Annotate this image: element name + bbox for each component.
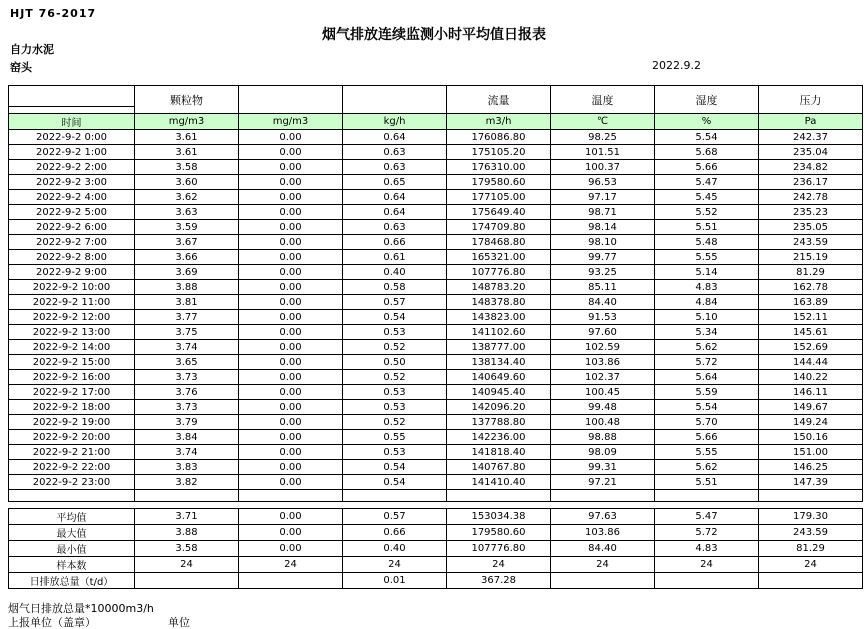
value-cell: 0.66	[343, 235, 447, 250]
value-cell: 93.25	[551, 265, 655, 280]
value-cell: 3.73	[135, 370, 239, 385]
value-cell: 84.40	[551, 295, 655, 310]
value-cell: 0.57	[343, 509, 447, 525]
table-row	[9, 430, 863, 445]
value-cell: 84.40	[551, 541, 655, 557]
value-cell: 5.54	[655, 400, 759, 415]
value-cell	[655, 573, 759, 589]
table-row	[9, 145, 863, 160]
value-cell: 99.48	[551, 400, 655, 415]
value-cell: 146.25	[759, 460, 863, 475]
value-cell: 24	[759, 557, 863, 573]
table-row	[9, 509, 863, 525]
report-unit-label: 上报单位（盖章）	[8, 616, 96, 629]
table-row	[9, 280, 863, 295]
value-cell: 5.14	[655, 265, 759, 280]
value-cell: 3.84	[135, 430, 239, 445]
value-cell: 0.00	[239, 475, 343, 490]
value-cell: 0.00	[239, 541, 343, 557]
value-cell: 0.52	[343, 370, 447, 385]
time-cell: 2022-9-2 0:00	[9, 130, 135, 145]
value-cell: 5.55	[655, 445, 759, 460]
value-cell: 3.67	[135, 235, 239, 250]
value-cell: 151.00	[759, 445, 863, 460]
value-cell: 24	[135, 557, 239, 573]
value-cell: 0.63	[343, 220, 447, 235]
value-cell: 148378.80	[447, 295, 551, 310]
table-row	[9, 445, 863, 460]
station-name: 窑头	[10, 61, 32, 74]
value-cell: 97.17	[551, 190, 655, 205]
group-header-particulate: 颗粒物	[135, 86, 239, 114]
time-cell: 2022-9-2 4:00	[9, 190, 135, 205]
value-cell: 102.37	[551, 370, 655, 385]
value-cell: 0.52	[343, 340, 447, 355]
value-cell	[239, 573, 343, 589]
value-cell: 177105.00	[447, 190, 551, 205]
value-cell: 0.53	[343, 325, 447, 340]
value-cell: 0.00	[239, 355, 343, 370]
value-cell: 0.53	[343, 385, 447, 400]
table-row	[9, 295, 863, 310]
time-cell: 2022-9-2 1:00	[9, 145, 135, 160]
header-time-split-cell	[9, 86, 135, 114]
value-cell: 138777.00	[447, 340, 551, 355]
value-cell: 0.64	[343, 190, 447, 205]
value-cell: 176086.80	[447, 130, 551, 145]
time-cell: 2022-9-2 10:00	[9, 280, 135, 295]
value-cell: 236.17	[759, 175, 863, 190]
value-cell: 5.62	[655, 340, 759, 355]
value-cell: 3.82	[135, 475, 239, 490]
footer-note: 烟气日排放总量*10000m3/h	[8, 602, 154, 615]
value-cell: 165321.00	[447, 250, 551, 265]
value-cell: 0.54	[343, 310, 447, 325]
table-row	[9, 573, 863, 589]
value-cell: 96.53	[551, 175, 655, 190]
time-cell: 2022-9-2 15:00	[9, 355, 135, 370]
time-cell: 2022-9-2 22:00	[9, 460, 135, 475]
value-cell: 3.58	[135, 541, 239, 557]
value-cell: 99.31	[551, 460, 655, 475]
value-cell: 5.72	[655, 525, 759, 541]
value-cell: 3.76	[135, 385, 239, 400]
value-cell: 5.64	[655, 370, 759, 385]
value-cell: 24	[655, 557, 759, 573]
value-cell: 5.59	[655, 385, 759, 400]
value-cell: 5.34	[655, 325, 759, 340]
table-row	[9, 205, 863, 220]
table-row	[9, 310, 863, 325]
time-cell: 2022-9-2 16:00	[9, 370, 135, 385]
value-cell: 102.59	[551, 340, 655, 355]
summary-label-cell: 平均值	[9, 509, 135, 525]
unit-header-mgm3-a: mg/m3	[135, 114, 239, 130]
company-name: 自力水泥	[10, 43, 54, 56]
value-cell: 0.00	[239, 525, 343, 541]
value-cell: 3.74	[135, 340, 239, 355]
value-cell: 0.00	[239, 295, 343, 310]
time-cell: 2022-9-2 19:00	[9, 415, 135, 430]
table-row	[9, 250, 863, 265]
value-cell: 4.83	[655, 541, 759, 557]
value-cell: 3.71	[135, 509, 239, 525]
value-cell: 179.30	[759, 509, 863, 525]
value-cell: 0.00	[239, 310, 343, 325]
table-row	[9, 340, 863, 355]
value-cell: 5.52	[655, 205, 759, 220]
value-cell: 3.65	[135, 355, 239, 370]
table-row	[9, 325, 863, 340]
value-cell: 5.55	[655, 250, 759, 265]
time-cell: 2022-9-2 20:00	[9, 430, 135, 445]
summary-table	[8, 508, 863, 589]
time-cell: 2022-9-2 3:00	[9, 175, 135, 190]
value-cell: 0.40	[343, 541, 447, 557]
value-cell: 3.66	[135, 250, 239, 265]
group-header-temperature: 温度	[551, 86, 655, 114]
value-cell: 24	[343, 557, 447, 573]
value-cell: 145.61	[759, 325, 863, 340]
value-cell: 0.00	[239, 509, 343, 525]
value-cell: 98.25	[551, 130, 655, 145]
value-cell: 0.64	[343, 205, 447, 220]
time-cell: 2022-9-2 7:00	[9, 235, 135, 250]
value-cell: 243.59	[759, 235, 863, 250]
table-row	[9, 541, 863, 557]
value-cell: 242.78	[759, 190, 863, 205]
value-cell: 91.53	[551, 310, 655, 325]
value-cell: 3.75	[135, 325, 239, 340]
value-cell: 3.77	[135, 310, 239, 325]
value-cell: 0.54	[343, 460, 447, 475]
value-cell: 153034.38	[447, 509, 551, 525]
value-cell: 0.00	[239, 415, 343, 430]
value-cell: 5.66	[655, 160, 759, 175]
value-cell: 100.37	[551, 160, 655, 175]
unit-header-mgm3-b: mg/m3	[239, 114, 343, 130]
value-cell: 0.50	[343, 355, 447, 370]
table-row	[9, 265, 863, 280]
value-cell: 5.47	[655, 175, 759, 190]
value-cell: 5.45	[655, 190, 759, 205]
value-cell: 103.86	[551, 355, 655, 370]
table-row	[9, 190, 863, 205]
table-row	[9, 175, 863, 190]
value-cell: 99.77	[551, 250, 655, 265]
table-row	[9, 220, 863, 235]
time-cell: 2022-9-2 2:00	[9, 160, 135, 175]
value-cell: 242.37	[759, 130, 863, 145]
value-cell: 175649.40	[447, 205, 551, 220]
value-cell: 97.21	[551, 475, 655, 490]
value-cell: 137788.80	[447, 415, 551, 430]
value-cell: 4.84	[655, 295, 759, 310]
value-cell: 141818.40	[447, 445, 551, 460]
group-header-empty-1	[239, 86, 343, 114]
value-cell: 97.63	[551, 509, 655, 525]
value-cell: 0.63	[343, 145, 447, 160]
value-cell: 85.11	[551, 280, 655, 295]
value-cell: 98.71	[551, 205, 655, 220]
table-row	[9, 355, 863, 370]
value-cell: 98.88	[551, 430, 655, 445]
value-cell: 140767.80	[447, 460, 551, 475]
time-cell: 2022-9-2 18:00	[9, 400, 135, 415]
value-cell: 152.11	[759, 310, 863, 325]
value-cell: 162.78	[759, 280, 863, 295]
value-cell: 0.00	[239, 400, 343, 415]
value-cell: 0.61	[343, 250, 447, 265]
group-header-row	[9, 86, 863, 114]
unit-header-percent: %	[655, 114, 759, 130]
value-cell: 150.16	[759, 430, 863, 445]
value-cell: 0.00	[239, 250, 343, 265]
table-row	[9, 370, 863, 385]
value-cell	[759, 573, 863, 589]
value-cell: 5.68	[655, 145, 759, 160]
unit-header-kgh: kg/h	[343, 114, 447, 130]
value-cell: 243.59	[759, 525, 863, 541]
time-cell: 2022-9-2 17:00	[9, 385, 135, 400]
empty-row	[9, 490, 863, 502]
value-cell: 235.04	[759, 145, 863, 160]
value-cell: 0.00	[239, 130, 343, 145]
unit-header-celsius: ℃	[551, 114, 655, 130]
table-row	[9, 235, 863, 250]
value-cell: 0.53	[343, 400, 447, 415]
unit-label: 单位	[168, 616, 190, 629]
value-cell: 0.00	[239, 445, 343, 460]
value-cell: 179580.60	[447, 175, 551, 190]
value-cell: 0.00	[239, 280, 343, 295]
unit-header-row	[9, 114, 863, 130]
value-cell: 142236.00	[447, 430, 551, 445]
value-cell: 148783.20	[447, 280, 551, 295]
value-cell: 3.74	[135, 445, 239, 460]
value-cell	[551, 573, 655, 589]
value-cell: 178468.80	[447, 235, 551, 250]
group-header-empty-2	[343, 86, 447, 114]
value-cell: 0.55	[343, 430, 447, 445]
table-row	[9, 475, 863, 490]
value-cell: 0.57	[343, 295, 447, 310]
table-row	[9, 385, 863, 400]
value-cell: 0.64	[343, 130, 447, 145]
unit-header-time: 时间	[9, 114, 135, 130]
value-cell: 3.73	[135, 400, 239, 415]
value-cell	[135, 573, 239, 589]
table-row	[9, 130, 863, 145]
value-cell: 5.72	[655, 355, 759, 370]
value-cell: 367.28	[447, 573, 551, 589]
value-cell: 3.60	[135, 175, 239, 190]
value-cell: 0.00	[239, 145, 343, 160]
table-row	[9, 525, 863, 541]
summary-label-cell: 最大值	[9, 525, 135, 541]
summary-label-cell: 最小值	[9, 541, 135, 557]
value-cell: 140945.40	[447, 385, 551, 400]
table-row	[9, 160, 863, 175]
table-area	[8, 85, 863, 589]
value-cell: 0.54	[343, 475, 447, 490]
value-cell: 142096.20	[447, 400, 551, 415]
value-cell: 235.23	[759, 205, 863, 220]
value-cell: 3.69	[135, 265, 239, 280]
value-cell: 5.66	[655, 430, 759, 445]
value-cell: 0.66	[343, 525, 447, 541]
value-cell: 5.51	[655, 475, 759, 490]
time-cell: 2022-9-2 5:00	[9, 205, 135, 220]
value-cell: 144.44	[759, 355, 863, 370]
page-title: 烟气排放连续监测小时平均值日报表	[322, 27, 546, 43]
value-cell: 24	[239, 557, 343, 573]
value-cell: 0.00	[239, 220, 343, 235]
value-cell: 0.40	[343, 265, 447, 280]
value-cell: 5.70	[655, 415, 759, 430]
value-cell: 0.00	[239, 265, 343, 280]
report-date: 2022.9.2	[652, 59, 701, 72]
unit-header-m3h: m3/h	[447, 114, 551, 130]
value-cell: 146.11	[759, 385, 863, 400]
value-cell: 140649.60	[447, 370, 551, 385]
value-cell: 3.88	[135, 525, 239, 541]
value-cell: 152.69	[759, 340, 863, 355]
time-cell: 2022-9-2 14:00	[9, 340, 135, 355]
time-cell: 2022-9-2 6:00	[9, 220, 135, 235]
table-row	[9, 415, 863, 430]
summary-rows	[9, 509, 863, 589]
value-cell: 0.01	[343, 573, 447, 589]
value-cell: 234.82	[759, 160, 863, 175]
value-cell: 0.58	[343, 280, 447, 295]
value-cell: 4.83	[655, 280, 759, 295]
table-row	[9, 400, 863, 415]
value-cell: 0.00	[239, 235, 343, 250]
value-cell: 0.00	[239, 430, 343, 445]
value-cell: 5.62	[655, 460, 759, 475]
value-cell: 97.60	[551, 325, 655, 340]
value-cell: 0.65	[343, 175, 447, 190]
summary-label-cell: 样本数	[9, 557, 135, 573]
value-cell: 107776.80	[447, 541, 551, 557]
group-header-flow: 流量	[447, 86, 551, 114]
value-cell: 24	[447, 557, 551, 573]
value-cell: 3.61	[135, 145, 239, 160]
value-cell: 0.00	[239, 325, 343, 340]
hourly-rows	[9, 130, 863, 490]
unit-header-pa: Pa	[759, 114, 863, 130]
value-cell: 98.14	[551, 220, 655, 235]
value-cell: 0.00	[239, 160, 343, 175]
value-cell: 0.00	[239, 190, 343, 205]
value-cell: 0.63	[343, 160, 447, 175]
time-cell: 2022-9-2 21:00	[9, 445, 135, 460]
value-cell: 0.53	[343, 445, 447, 460]
value-cell: 3.81	[135, 295, 239, 310]
value-cell: 140.22	[759, 370, 863, 385]
value-cell: 5.51	[655, 220, 759, 235]
table-row	[9, 460, 863, 475]
value-cell: 149.24	[759, 415, 863, 430]
value-cell: 163.89	[759, 295, 863, 310]
time-cell: 2022-9-2 13:00	[9, 325, 135, 340]
value-cell: 103.86	[551, 525, 655, 541]
doc-code: HJT 76-2017	[10, 7, 97, 20]
value-cell: 3.79	[135, 415, 239, 430]
value-cell: 3.88	[135, 280, 239, 295]
time-cell: 2022-9-2 23:00	[9, 475, 135, 490]
value-cell: 147.39	[759, 475, 863, 490]
hourly-table	[8, 85, 863, 502]
value-cell: 3.63	[135, 205, 239, 220]
value-cell: 81.29	[759, 265, 863, 280]
value-cell: 0.00	[239, 205, 343, 220]
value-cell: 5.48	[655, 235, 759, 250]
value-cell: 100.45	[551, 385, 655, 400]
value-cell: 179580.60	[447, 525, 551, 541]
value-cell: 138134.40	[447, 355, 551, 370]
value-cell: 0.00	[239, 370, 343, 385]
value-cell: 0.00	[239, 340, 343, 355]
value-cell: 5.47	[655, 509, 759, 525]
value-cell: 98.09	[551, 445, 655, 460]
value-cell: 235.05	[759, 220, 863, 235]
value-cell: 98.10	[551, 235, 655, 250]
value-cell: 176310.00	[447, 160, 551, 175]
value-cell: 175105.20	[447, 145, 551, 160]
value-cell: 149.67	[759, 400, 863, 415]
time-cell: 2022-9-2 12:00	[9, 310, 135, 325]
group-header-pressure: 压力	[759, 86, 863, 114]
value-cell: 141102.60	[447, 325, 551, 340]
value-cell: 107776.80	[447, 265, 551, 280]
time-cell: 2022-9-2 11:00	[9, 295, 135, 310]
value-cell: 3.62	[135, 190, 239, 205]
value-cell: 5.10	[655, 310, 759, 325]
value-cell: 0.00	[239, 385, 343, 400]
value-cell: 0.00	[239, 460, 343, 475]
value-cell: 0.00	[239, 175, 343, 190]
value-cell: 24	[551, 557, 655, 573]
value-cell: 141410.40	[447, 475, 551, 490]
value-cell: 100.48	[551, 415, 655, 430]
value-cell: 3.83	[135, 460, 239, 475]
group-header-humidity: 湿度	[655, 86, 759, 114]
value-cell: 215.19	[759, 250, 863, 265]
summary-label-cell: 日排放总量（t/d）	[9, 573, 135, 589]
value-cell: 5.54	[655, 130, 759, 145]
value-cell: 101.51	[551, 145, 655, 160]
value-cell: 174709.80	[447, 220, 551, 235]
value-cell: 3.59	[135, 220, 239, 235]
time-cell: 2022-9-2 8:00	[9, 250, 135, 265]
value-cell: 3.58	[135, 160, 239, 175]
value-cell: 143823.00	[447, 310, 551, 325]
value-cell: 3.61	[135, 130, 239, 145]
time-cell: 2022-9-2 9:00	[9, 265, 135, 280]
table-row	[9, 557, 863, 573]
value-cell: 0.52	[343, 415, 447, 430]
value-cell: 81.29	[759, 541, 863, 557]
